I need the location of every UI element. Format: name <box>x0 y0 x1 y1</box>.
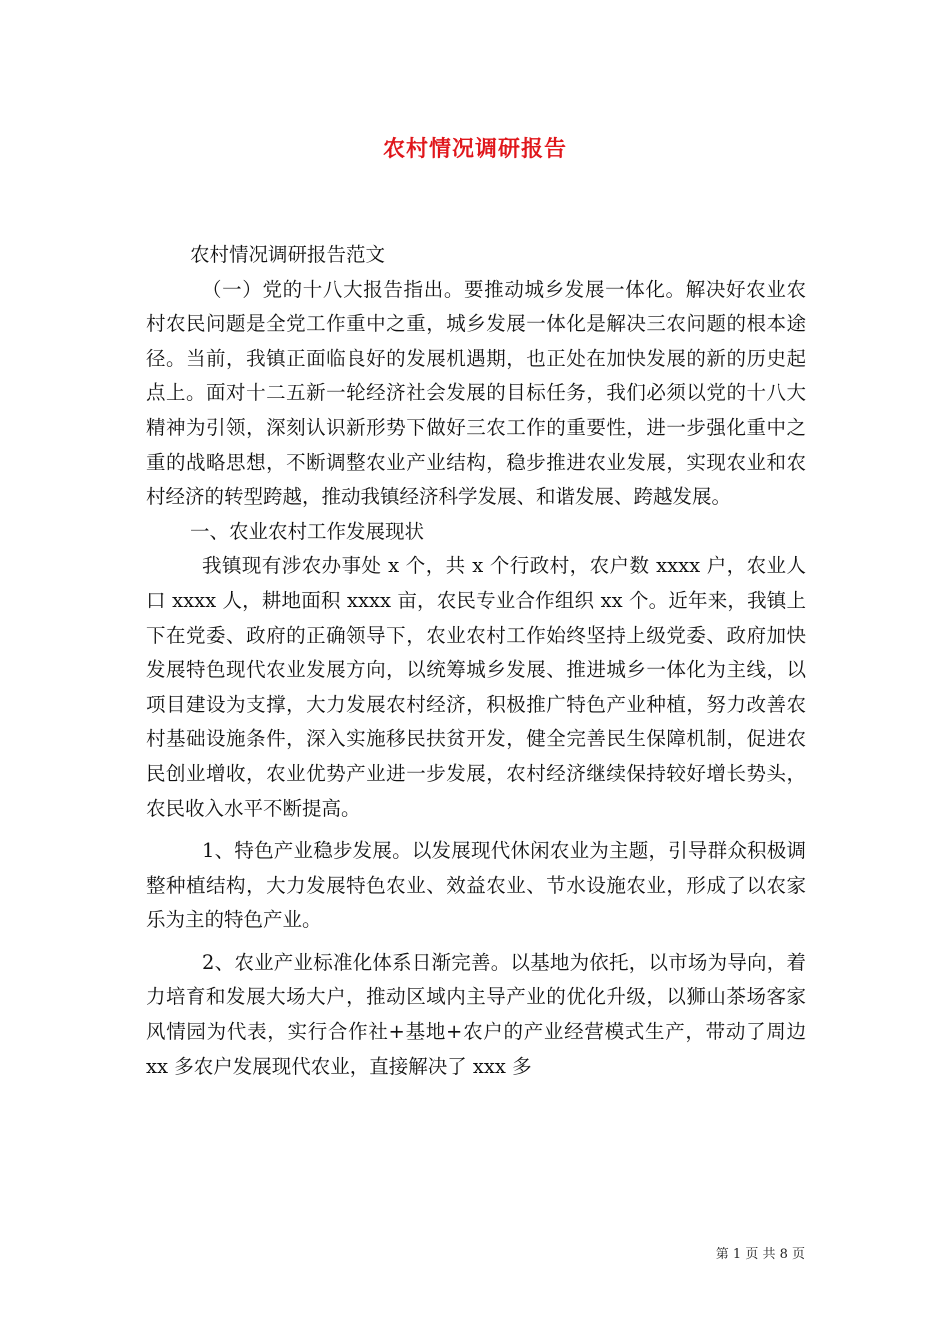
paragraph-intro: （一）党的十八大报告指出。要推动城乡发展一体化。解决好农业农村农民问题是全党工作重中之重，城乡发展一体化是解决三农问题的根本途径。当前，我镇正面临良好的发展机遇期，也正处在加快发展的新的历史起点上。面对十二五新一轮经济社会发展的目标任务，我们必须以党的十八大精神为引领，深刻认识新形势下做好三农工作的重要性，进一步强化重中之重的战略思想，不断调整农业产业结构，稳步推进农业发展，实现农业和农村经济的转型跨越，推动我镇经济科学发展、和谐发展、跨越发展。 <box>146 277 806 509</box>
document-subtitle: 农村情况调研报告范文 <box>190 243 386 266</box>
document-body <box>146 238 806 1084</box>
paragraph-status: 我镇现有涉农办事处 x 个，共 x 个行政村，农户数 xxxx 户，农业人口 xxxx 人，耕地面积 xxxx 亩，农民专业合作组织 xx 个。近年来，我镇上下在党委、政府的正确领导下，农业农村工作始终坚持上级党委、政府加快发展特色现代农业发展方向，以统筹城乡发展、推进城乡一体化为主线，以项目建设为支撑，大力发展农村经济，积极推广特色产业种植，努力改善农村基础设施条件，深入实施移民扶贫开发，健全完善民生保障机制，促进农民创业增收，农业优势产业进一步发展，农村经济继续保持较好增长势头，农民收入水平不断提高。 <box>146 554 806 820</box>
paragraph-item-1: 1、特色产业稳步发展。以发展现代休闲农业为主题，引导群众积极调整种植结构，大力发展特色农业、效益农业、节水设施农业，形成了以农家乐为主的特色产业。 <box>146 839 806 932</box>
section-heading: 一、农业农村工作发展现状 <box>190 519 425 543</box>
paragraph-item-2: 2、农业产业标准化体系日渐完善。以基地为依托，以市场为导向，着力培育和发展大场大户，推动区域内主导产业的优化升级，以狮山茶场客家风情园为代表，实行合作社+基地+农户的产业经营模式生产，带动了周边 xx 多农户发展现代农业，直接解决了 xxx 多 <box>146 950 806 1078</box>
document-title: 农村情况调研报告 <box>382 136 567 162</box>
page-number: 第 1 页 共 8 页 <box>715 1247 805 1262</box>
